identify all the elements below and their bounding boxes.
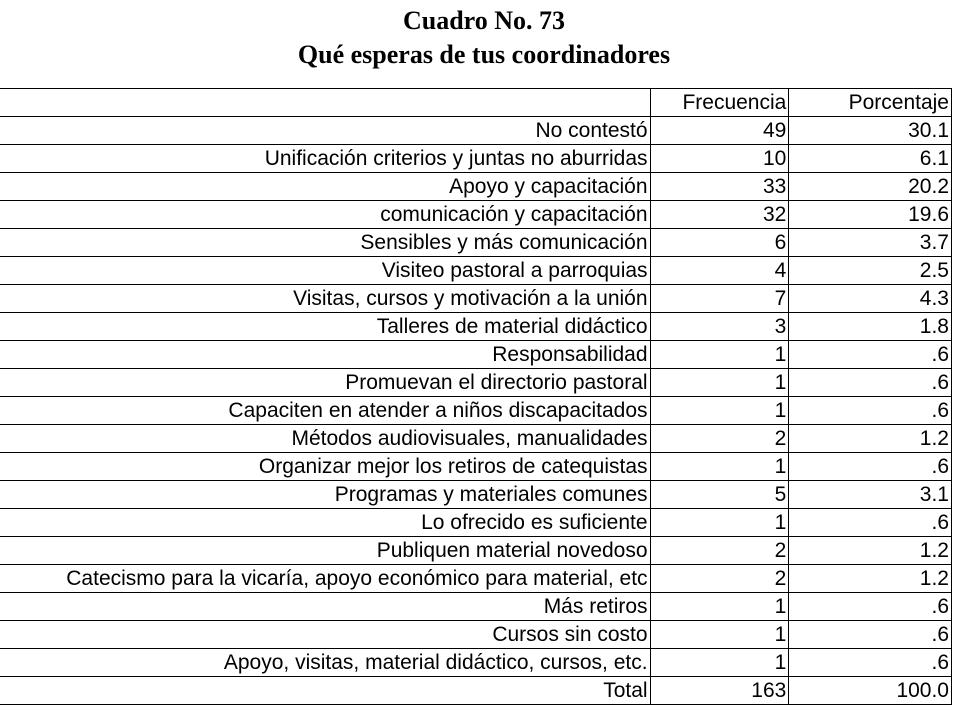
- table-row: [0, 453, 952, 481]
- row-label-cell: Catecismo para la vicaría, apoyo económico para material, etc: [0, 565, 650, 593]
- percentage-cell: 20.2: [789, 173, 952, 201]
- row-label-cell: Talleres de material didáctico: [0, 313, 650, 341]
- row-label-cell: Cursos sin costo: [0, 621, 650, 649]
- percentage-cell: 6.1: [789, 145, 952, 173]
- table-row: [0, 649, 952, 677]
- table-body: [0, 89, 952, 705]
- percentage-cell: .6: [789, 509, 952, 537]
- table-row: [0, 481, 952, 509]
- row-label-cell: Organizar mejor los retiros de catequistas: [0, 453, 650, 481]
- percentage-cell: 1.2: [789, 565, 952, 593]
- frequency-cell: 6: [650, 229, 789, 257]
- table-row: [0, 425, 952, 453]
- percentage-cell: 3.7: [789, 229, 952, 257]
- table-row: [0, 341, 952, 369]
- row-label-cell: Apoyo, visitas, material didáctico, cursos, etc.: [0, 649, 650, 677]
- row-label-cell: Visitas, cursos y motivación a la unión: [0, 285, 650, 313]
- percentage-cell: 1.8: [789, 313, 952, 341]
- table-row: [0, 621, 952, 649]
- frequency-cell: 3: [650, 313, 789, 341]
- percentage-cell: .6: [789, 369, 952, 397]
- frequency-cell: 1: [650, 397, 789, 425]
- frequency-cell: 1: [650, 593, 789, 621]
- table-row: [0, 117, 952, 145]
- row-label-cell: Apoyo y capacitación: [0, 173, 650, 201]
- table-row: [0, 593, 952, 621]
- table-row: [0, 173, 952, 201]
- percentage-cell: 4.3: [789, 285, 952, 313]
- row-label-cell: Responsabilidad: [0, 341, 650, 369]
- table-row: [0, 201, 952, 229]
- row-label-cell: Unificación criterios y juntas no aburridas: [0, 145, 650, 173]
- frequency-cell: 2: [650, 425, 789, 453]
- caption-title: Qué esperas de tus coordinadores: [297, 40, 671, 69]
- frequency-cell: 33: [650, 173, 789, 201]
- table-row: [0, 145, 952, 173]
- frequency-cell: 1: [650, 509, 789, 537]
- percentage-cell: .6: [789, 341, 952, 369]
- row-label-cell: Programas y materiales comunes: [0, 481, 650, 509]
- row-label-cell: Visiteo pastoral a parroquias: [0, 257, 650, 285]
- row-label-cell: Más retiros: [0, 593, 650, 621]
- percentage-cell: .6: [789, 593, 952, 621]
- table-row: [0, 369, 952, 397]
- row-label-cell: Capaciten en atender a niños discapacitados: [0, 397, 650, 425]
- frequency-cell: 2: [650, 565, 789, 593]
- row-label-cell: comunicación y capacitación: [0, 201, 650, 229]
- percentage-cell: .6: [789, 453, 952, 481]
- table-row: [0, 229, 952, 257]
- table-row: [0, 285, 952, 313]
- percentage-cell: 30.1: [789, 117, 952, 145]
- table-row: [0, 397, 952, 425]
- row-label-cell: No contestó: [0, 117, 650, 145]
- frequency-cell: 7: [650, 285, 789, 313]
- frequency-cell: 1: [650, 621, 789, 649]
- table-row: [0, 313, 952, 341]
- header-cell-porcentaje: Porcentaje: [789, 89, 952, 117]
- row-label-cell: Total: [0, 677, 650, 705]
- row-label-cell: Métodos audiovisuales, manualidades: [0, 425, 650, 453]
- percentage-cell: .6: [789, 397, 952, 425]
- table-caption: [0, 4, 960, 72]
- table-row: [0, 257, 952, 285]
- frequency-cell: 10: [650, 145, 789, 173]
- header-cell-frecuencia: Frecuencia: [650, 89, 789, 117]
- frequency-cell: 49: [650, 117, 789, 145]
- percentage-cell: 3.1: [789, 481, 952, 509]
- frequency-cell: 4: [650, 257, 789, 285]
- table-row: [0, 565, 952, 593]
- header-cell-label: [0, 89, 650, 117]
- percentage-cell: 1.2: [789, 537, 952, 565]
- total-row: [0, 677, 952, 705]
- frequency-cell: 1: [650, 341, 789, 369]
- frequency-cell: 1: [650, 453, 789, 481]
- frequency-cell: 1: [650, 649, 789, 677]
- percentage-cell: 2.5: [789, 257, 952, 285]
- row-label-cell: Sensibles y más comunicación: [0, 229, 650, 257]
- row-label-cell: Publiquen material novedoso: [0, 537, 650, 565]
- percentage-cell: 100.0: [789, 677, 952, 705]
- percentage-cell: .6: [789, 621, 952, 649]
- table-row: [0, 509, 952, 537]
- percentage-cell: .6: [789, 649, 952, 677]
- frequency-cell: 32: [650, 201, 789, 229]
- row-label-cell: Lo ofrecido es suficiente: [0, 509, 650, 537]
- percentage-cell: 19.6: [789, 201, 952, 229]
- table-row: [0, 537, 952, 565]
- frequency-cell: 2: [650, 537, 789, 565]
- header-row: [0, 89, 952, 117]
- percentage-cell: 1.2: [789, 425, 952, 453]
- frequency-cell: 5: [650, 481, 789, 509]
- caption-number: Cuadro No. 73: [402, 6, 566, 35]
- frequency-cell: 163: [650, 677, 789, 705]
- survey-table: [0, 88, 952, 705]
- row-label-cell: Promuevan el directorio pastoral: [0, 369, 650, 397]
- frequency-cell: 1: [650, 369, 789, 397]
